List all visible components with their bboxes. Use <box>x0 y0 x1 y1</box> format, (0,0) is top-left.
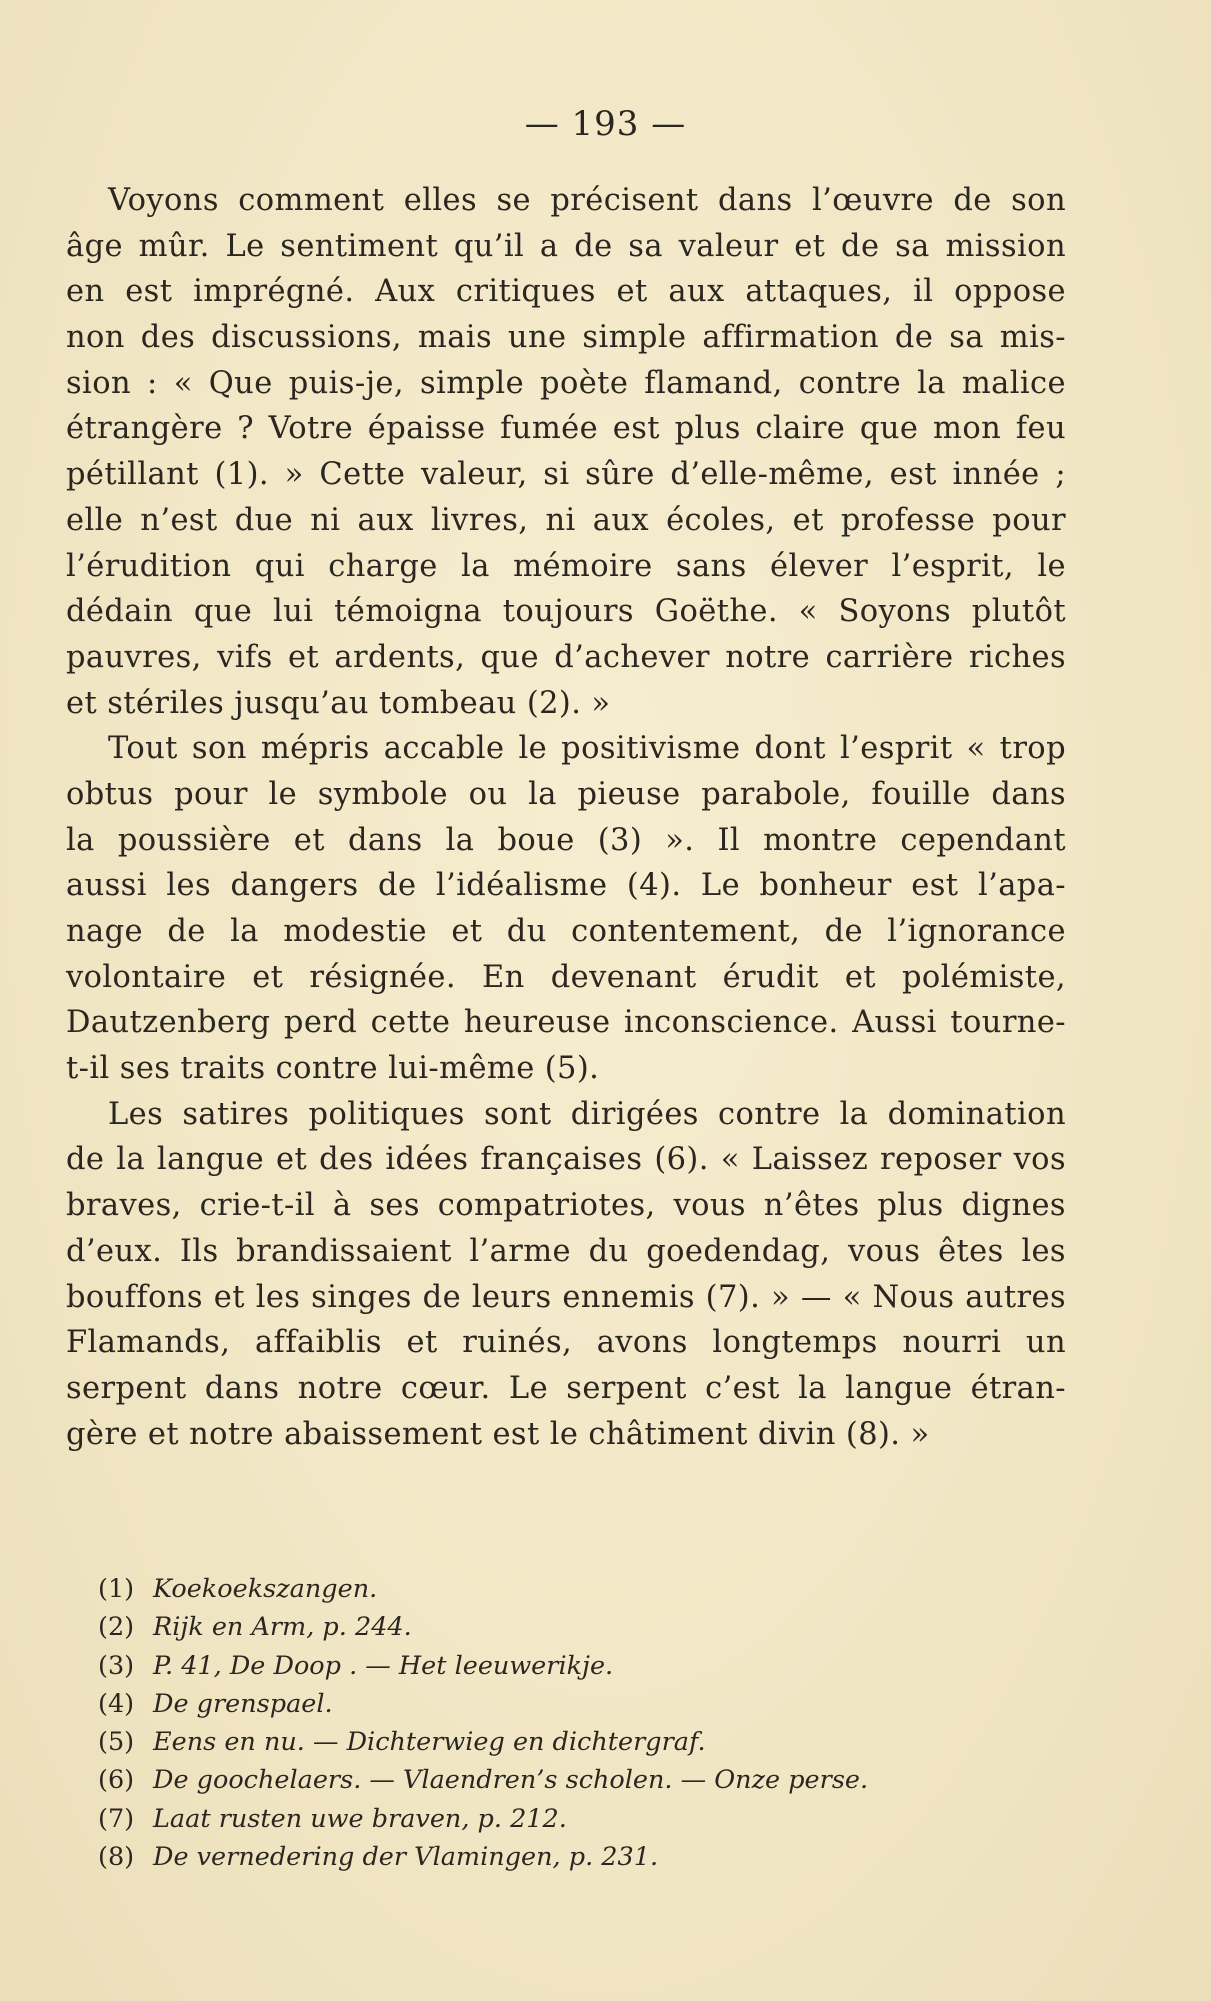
footnote-number: (2) <box>98 1612 135 1643</box>
text-line: en est imprégné. Aux critiques et aux attaques, il oppose <box>66 274 1066 310</box>
text-line: sion : « Que puis-je, simple poète flamand, contre la malice <box>66 365 1066 401</box>
footnote-number: (6) <box>98 1765 135 1796</box>
footnote <box>98 1723 1058 1761</box>
text-line: Les satires politiques sont dirigées contre la domination <box>108 1096 1066 1132</box>
text-line: nage de la modestie et du contentement, de l’ignorance <box>66 914 1066 949</box>
footnote-number: (7) <box>98 1803 135 1834</box>
text-line: âge mûr. Le sentiment qu’il a de sa valeur et de sa mission <box>66 228 1066 264</box>
body-text <box>66 178 1066 1457</box>
footnotes <box>98 1570 1058 1876</box>
text-line: étrangère ? Votre épaisse fumée est plus claire que mon feu <box>66 411 1066 447</box>
footnote <box>98 1761 1058 1799</box>
footnote <box>98 1647 1058 1685</box>
footnote <box>98 1608 1058 1646</box>
text-line: pauvres, vifs et ardents, que d’achever notre carrière riches <box>66 639 1066 675</box>
text-line: non des discussions, mais une simple affirmation de sa mis- <box>66 320 1066 356</box>
text-line: d’eux. Ils brandissaient l’arme du goedendag, vous êtes les <box>66 1233 1066 1269</box>
text-line: pétillant (1). » Cette valeur, si sûre d’elle-même, est innée ; <box>66 457 1066 493</box>
text-line: Flamands, affaiblis et ruinés, avons longtemps nourri un <box>66 1325 1066 1361</box>
footnote-text: De vernedering der Vlamingen, p. 231. <box>153 1842 659 1873</box>
text-line: la poussière et dans la boue (3) ». Il montre cependant <box>66 822 1066 858</box>
footnote-number: (8) <box>98 1842 135 1873</box>
text-line: serpent dans notre cœur. Le serpent c’est la langue étran- <box>66 1370 1066 1406</box>
text-line: volontaire et résignée. En devenant érudit et polémiste, <box>66 959 1066 995</box>
text-line: braves, crie-t-il à ses compatriotes, vous n’êtes plus dignes <box>66 1188 1066 1224</box>
text-line: obtus pour le symbole ou la pieuse parabole, fouille dans <box>66 776 1066 812</box>
text-line: dédain que lui témoigna toujours Goëthe. « Soyons plutôt <box>66 594 1066 630</box>
footnote-text: Rijk en Arm, p. 244. <box>153 1612 412 1643</box>
text-line: l’érudition qui charge la mémoire sans élever l’esprit, le <box>66 548 1066 584</box>
footnote-number: (5) <box>98 1727 135 1758</box>
footnote-number: (4) <box>98 1688 135 1719</box>
text-line: aussi les dangers de l’idéalisme (4). Le bonheur est l’apa- <box>66 868 1066 904</box>
text-line: Dautzenberg perd cette heureuse inconscience. Aussi tourne- <box>66 1005 1066 1041</box>
footnote-text: Koekoekszangen. <box>153 1574 378 1604</box>
footnote-number: (3) <box>98 1650 135 1681</box>
text-line: Tout son mépris accable le positivisme dont l’esprit « trop <box>108 731 1066 767</box>
text-line: bouffons et les singes de leurs ennemis (7). » — « Nous autres <box>66 1279 1066 1315</box>
text-line: de la langue et des idées françaises (6). « Laissez reposer vos <box>66 1142 1066 1178</box>
footnote <box>98 1800 1058 1838</box>
footnote <box>98 1685 1058 1723</box>
footnote-number: (1) <box>98 1574 135 1604</box>
text-line: et stériles jusqu’au tombeau (2). » <box>66 685 611 721</box>
text-line: elle n’est due ni aux livres, ni aux écoles, et professe pour <box>66 502 1066 538</box>
text-line: Voyons comment elles se précisent dans l’œuvre de son <box>108 183 1066 218</box>
footnote-text: De grenspael. <box>153 1688 333 1719</box>
text-line: t-il ses traits contre lui-même (5). <box>66 1051 600 1087</box>
text-line: gère et notre abaissement est le châtiment divin (8). » <box>66 1416 930 1452</box>
footnote-text: Eens en nu. — Dichterwieg en dichtergraf. <box>153 1727 706 1758</box>
footnote-text: P. 41, De Doop . — Het leeuwerikje. <box>153 1650 614 1681</box>
footnote <box>98 1838 1058 1876</box>
footnote <box>98 1570 1058 1608</box>
footnote-text: Laat rusten uwe braven, p. 212. <box>153 1803 567 1834</box>
footnote-text: De goochelaers. — Vlaendren’s scholen. — Onze perse. <box>153 1765 869 1796</box>
page-number: — 193 — <box>524 104 687 144</box>
